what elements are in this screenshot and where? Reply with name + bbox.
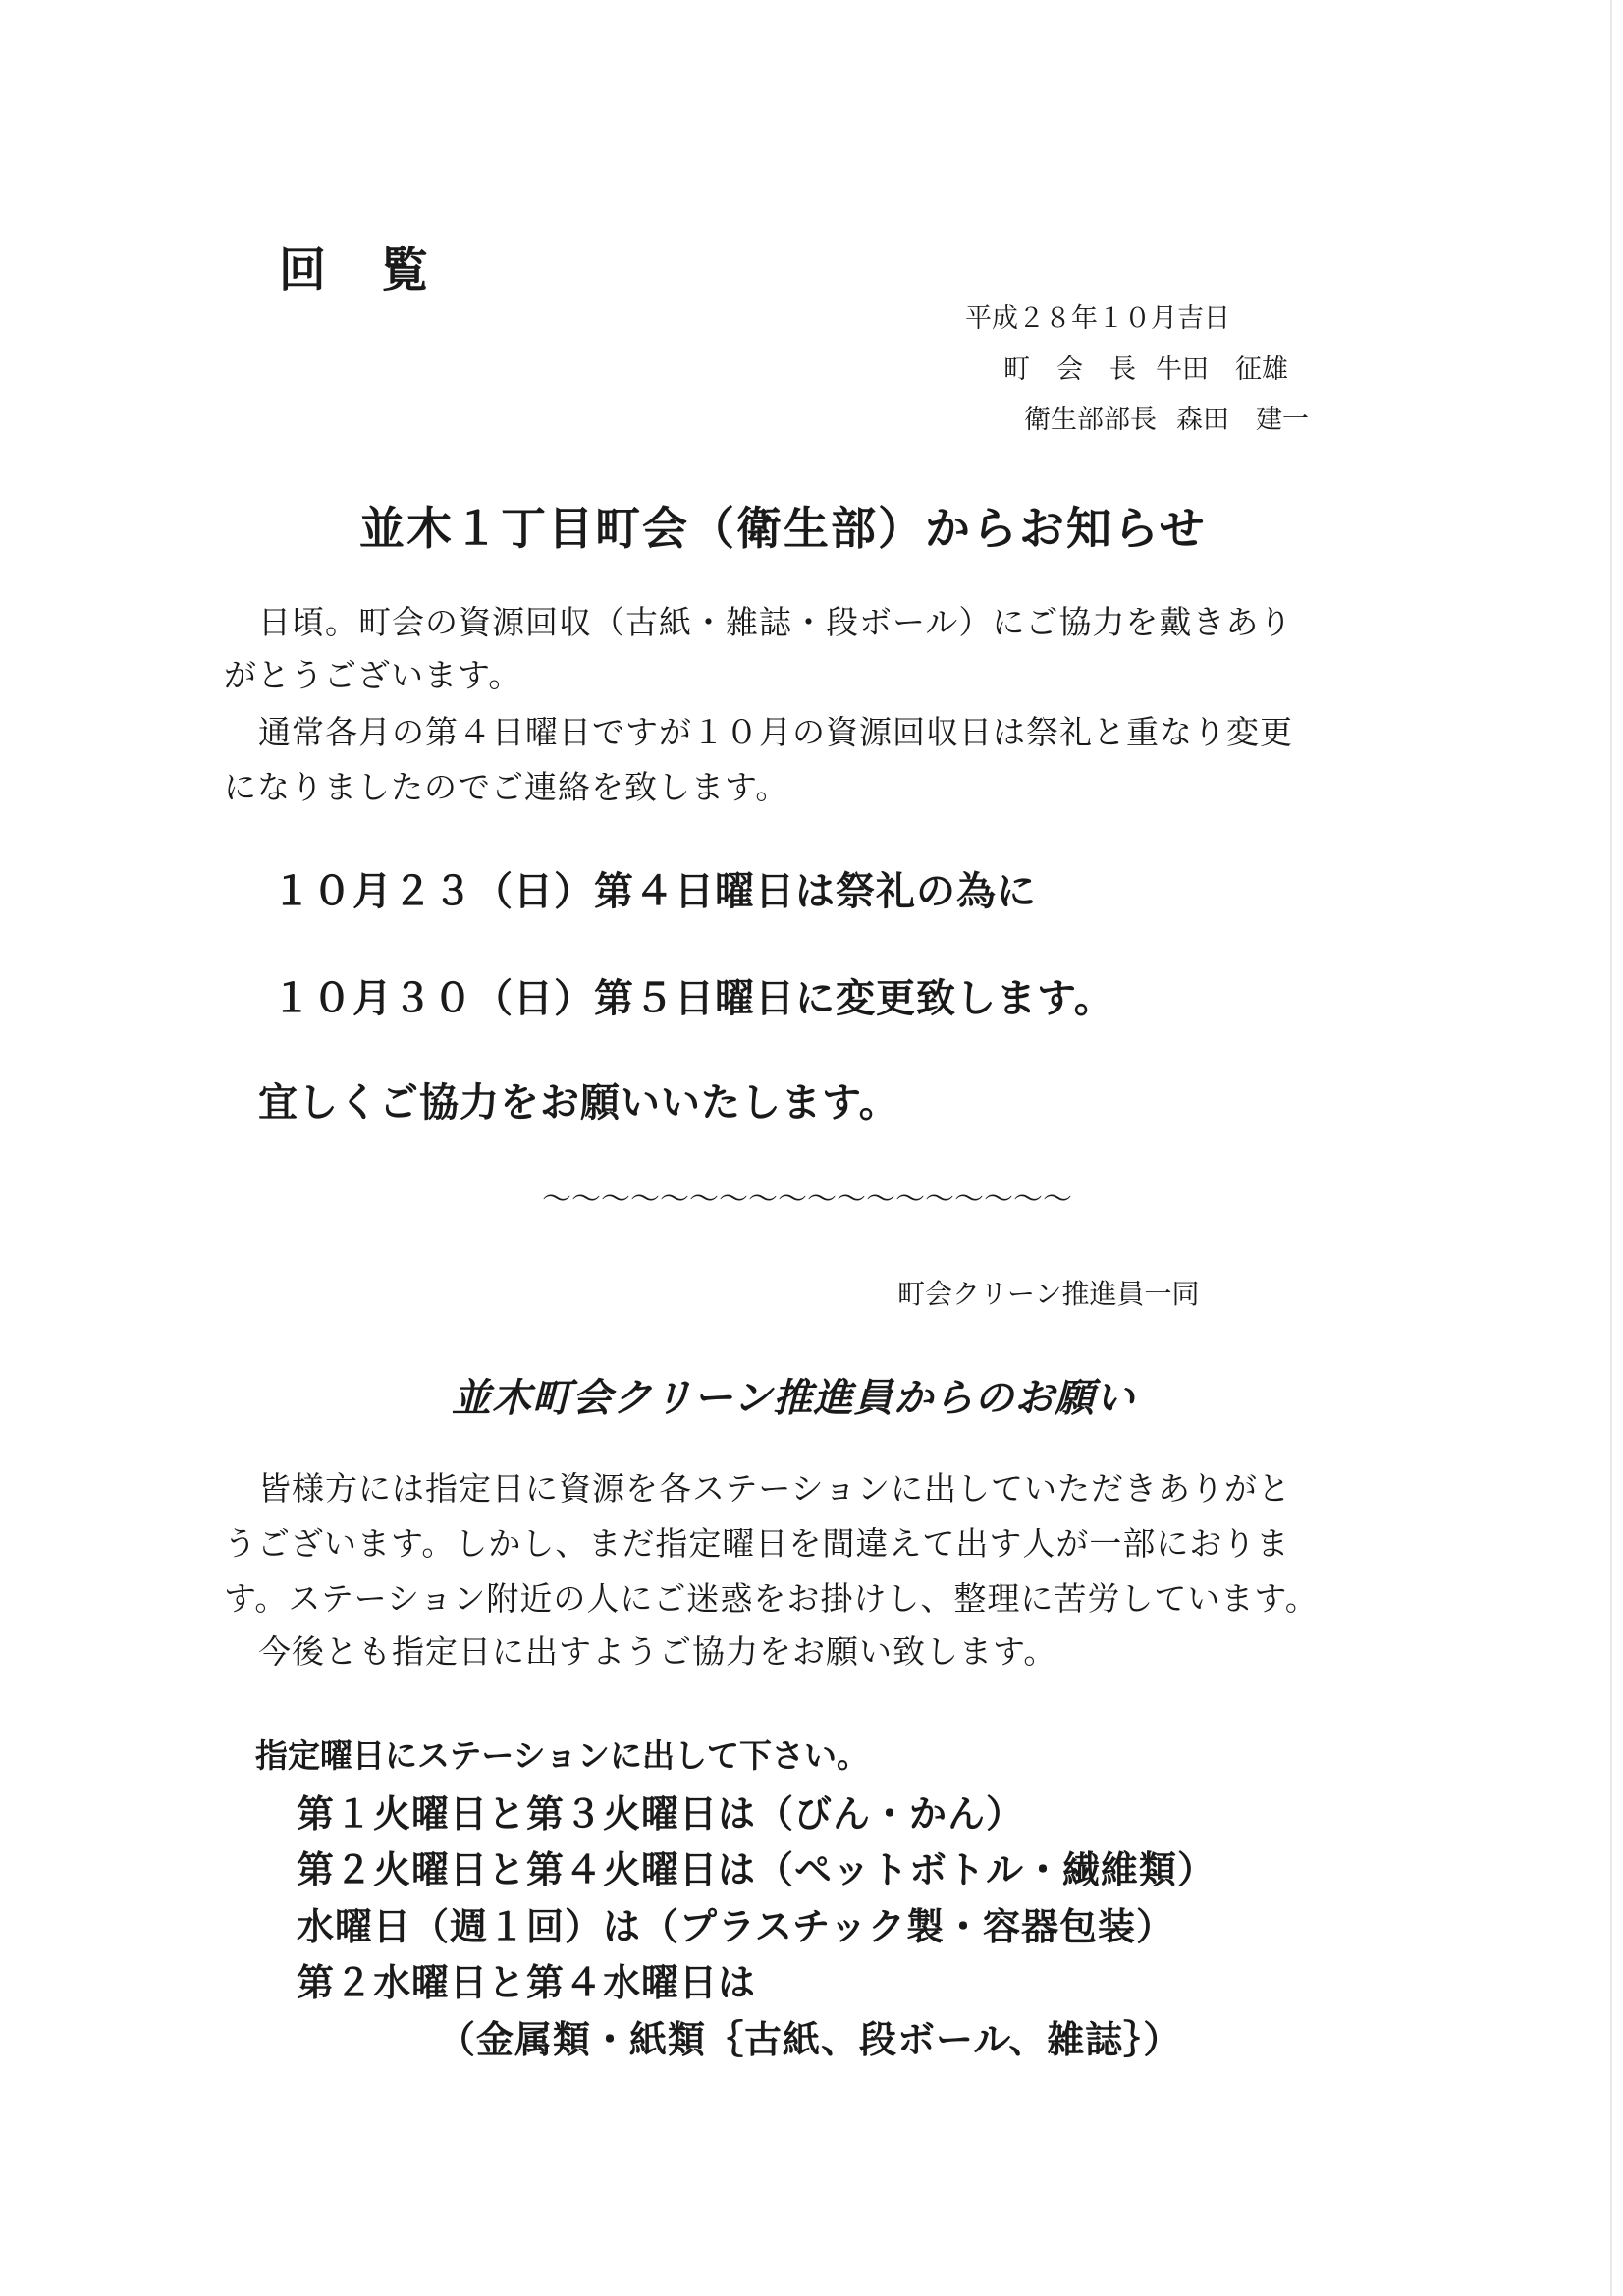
official-chairman	[1003, 351, 1288, 390]
date-change-line-2: １０月３０（日）第５日曜日に変更致します。	[272, 976, 1114, 1021]
circulation-label-char-1: 回	[279, 243, 331, 298]
cleanup-paragraph-line-3: す。ステーション附近の人にご迷惑をお掛けし、整理に苦労しています。	[224, 1579, 1319, 1617]
notice-paragraph-2-line-2: になりましたのでご連絡を致します。	[224, 768, 789, 806]
official-name: 森田 建一	[1176, 405, 1309, 435]
schedule-item: 水曜日（週１回）は（プラスチック製・容器包装）	[297, 1905, 1174, 1948]
cleanup-paragraph-line-4: 今後とも指定日に出すようご協力をお願い致します。	[258, 1632, 1057, 1670]
cleanup-subtitle: 並木町会クリーン推進員からのお願い	[452, 1376, 1136, 1421]
notice-title: 並木１丁目町会（衛生部）からお知らせ	[359, 502, 1207, 555]
notice-paragraph-1-line-1: 日頃。町会の資源回収（古紙・雑誌・段ボール）にご協力を戴きあり	[258, 603, 1293, 641]
issue-date: 平成２８年１０月吉日	[965, 303, 1230, 334]
schedule-item: 第２火曜日と第４火曜日は（ペットボトル・繊維類）	[297, 1848, 1217, 1891]
official-role: 衛生部部長	[1024, 405, 1157, 435]
wave-separator: ～～～～～～～～～～～～～～～～～～	[542, 1182, 1072, 1217]
schedule-item: 第１火曜日と第３火曜日は（びん・かん）	[297, 1792, 1025, 1835]
official-name: 牛田 征雄	[1156, 355, 1288, 385]
circulation-label-char-2: 覧	[381, 243, 433, 298]
cleanup-paragraph-line-2: うございます。しかし、まだ指定曜日を間違えて出す人が一部におりま	[224, 1524, 1290, 1562]
schedule-item: 第２水曜日と第４水曜日は	[297, 1961, 757, 2004]
scan-edge-line	[1610, 0, 1612, 2296]
notice-paragraph-2-line-1: 通常各月の第４日曜日ですが１０月の資源回収日は祭礼と重なり変更	[258, 713, 1293, 751]
official-role: 町 会 長	[1003, 355, 1136, 385]
schedule-item-continuation: （金属類・紙類｛古紙、段ボール、雑誌｝）	[438, 2018, 1182, 2061]
cleanup-paragraph-line-1: 皆様方には指定日に資源を各ステーションに出していただきありがと	[258, 1469, 1292, 1507]
schedule-heading: 指定曜日にステーションに出して下さい。	[255, 1736, 870, 1775]
date-change-line-1: １０月２３（日）第４日曜日は祭礼の為に	[272, 869, 1037, 914]
cooperation-request: 宜しくご協力をお願いいたします。	[258, 1080, 899, 1125]
circulation-label	[279, 232, 432, 300]
cleanup-signature: 町会クリーン推進員一同	[897, 1278, 1200, 1310]
official-sanitation-head	[1024, 401, 1309, 440]
notice-paragraph-1-line-2: がとうございます。	[224, 656, 522, 694]
